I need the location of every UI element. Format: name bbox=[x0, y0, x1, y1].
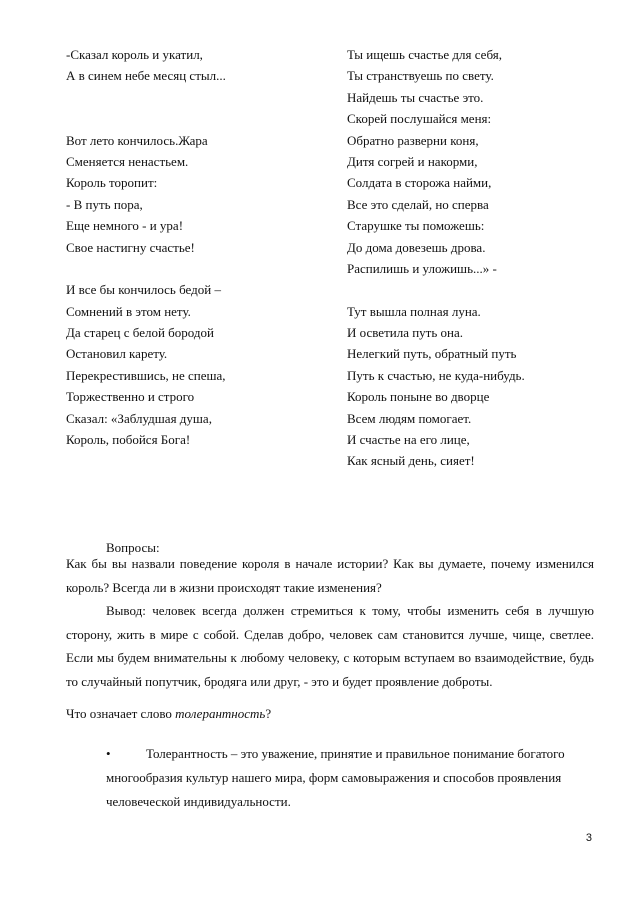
poem-blank-line bbox=[66, 87, 328, 108]
poem-line: Торжественно и строго bbox=[66, 389, 195, 405]
questions-heading: Вопросы: bbox=[106, 540, 160, 555]
poem-line: Обратно разверни коня, bbox=[347, 132, 479, 148]
poem-line: Дитя согрей и накорми, bbox=[347, 153, 478, 169]
poem-line: - В путь пора, bbox=[66, 196, 143, 212]
tolerance-definition-item bbox=[106, 742, 586, 814]
poem-line: И осветила путь она. bbox=[347, 325, 464, 341]
bullet-text-wrap bbox=[106, 742, 586, 814]
poem-line: И счастье на его лице, bbox=[347, 432, 470, 448]
tolerance-definition-text: Толерантность – это уважение, принятие и правильное понимание богатого многообразия культур нашего мира, форм самовыражения и способов проявления человеческой индивидуальности. bbox=[106, 746, 565, 809]
poem-line: Как ясный день, сияет! bbox=[347, 453, 475, 469]
tolerance-question-prefix: Что означает слово bbox=[66, 706, 176, 721]
bullet-marker: • bbox=[106, 746, 111, 761]
poem-blank-line bbox=[66, 108, 328, 129]
poem-line: Всем людям помогает. bbox=[347, 410, 472, 426]
questions-block bbox=[66, 552, 594, 693]
poem-line: Остановил карету. bbox=[66, 346, 168, 362]
poem-line: Король торопит: bbox=[66, 175, 158, 191]
poem-line: Вот лето кончилось.Жара bbox=[66, 132, 208, 148]
poem-line: -Сказал король и укатил, bbox=[66, 47, 203, 62]
tolerance-question-suffix: ? bbox=[265, 706, 272, 721]
tolerance-term: толерантность bbox=[175, 706, 266, 721]
poem-blank-line bbox=[66, 258, 328, 279]
poem-line: Солдата в сторожа найми, bbox=[347, 175, 492, 191]
poem-line: Перекрестившись, не спеша, bbox=[66, 367, 226, 383]
poem-line: Да старец с белой бородой bbox=[66, 325, 214, 341]
poem-line: Найдешь ты счастье это. bbox=[347, 89, 484, 105]
poem-line: Еще немного - и ура! bbox=[66, 218, 184, 234]
poem-line: А в синем небе месяц стыл... bbox=[66, 68, 226, 84]
poem-line: Путь к счастью, не куда-нибудь. bbox=[347, 367, 525, 383]
poem-line: Тут вышла полная луна. bbox=[347, 303, 481, 319]
poem-line: Старушке ты поможешь: bbox=[347, 218, 485, 234]
poem-line: Свое настигну счастье! bbox=[66, 239, 195, 255]
poem-line: Король, побойся Бога! bbox=[66, 432, 191, 448]
poem-line: Ты странствуешь по свету. bbox=[347, 68, 494, 84]
page-number: 3 bbox=[585, 832, 592, 844]
conclusion-text: Вывод: человек всегда должен стремиться к тому, чтобы изменить себя в лучшую сторону, жить в мире с собой. Сделав добро, человек сам становится лучше, чище, светлее. Если мы будем внимательны к любому человеку, с которым вступаем во взаимодействие, будь то случайный попутчик, бродяга или друг, - это и будет проявление доброты. bbox=[66, 603, 594, 689]
poem-line: Сказал: «Заблудшая душа, bbox=[66, 410, 212, 426]
poem-left-column bbox=[66, 44, 328, 450]
poem-line: Нелегкий путь, обратный путь bbox=[347, 346, 517, 362]
poem-line: И все бы кончилось бедой – bbox=[66, 282, 221, 298]
questions-text: Как бы вы назвали поведение короля в начале истории? Как вы думаете, почему изменился король? Всегда ли в жизни происходят такие изменения? bbox=[66, 556, 594, 595]
poem-line: Сменяется ненастьем. bbox=[66, 153, 189, 169]
poem-right-column bbox=[347, 44, 597, 472]
poem-line: Сомнений в этом нету. bbox=[66, 303, 191, 319]
poem-line: Распилишь и уложишь...» - bbox=[347, 260, 497, 276]
poem-line: Король поныне во дворце bbox=[347, 389, 490, 405]
poem-line: Все это сделай, но сперва bbox=[347, 196, 489, 212]
poem-line: Скорей послушайся меня: bbox=[347, 111, 492, 127]
poem-line: Ты ищешь счастье для себя, bbox=[347, 47, 502, 62]
tolerance-question bbox=[66, 706, 271, 722]
poem-blank-line bbox=[347, 279, 597, 300]
poem-line: До дома довезешь дрова. bbox=[347, 239, 486, 255]
